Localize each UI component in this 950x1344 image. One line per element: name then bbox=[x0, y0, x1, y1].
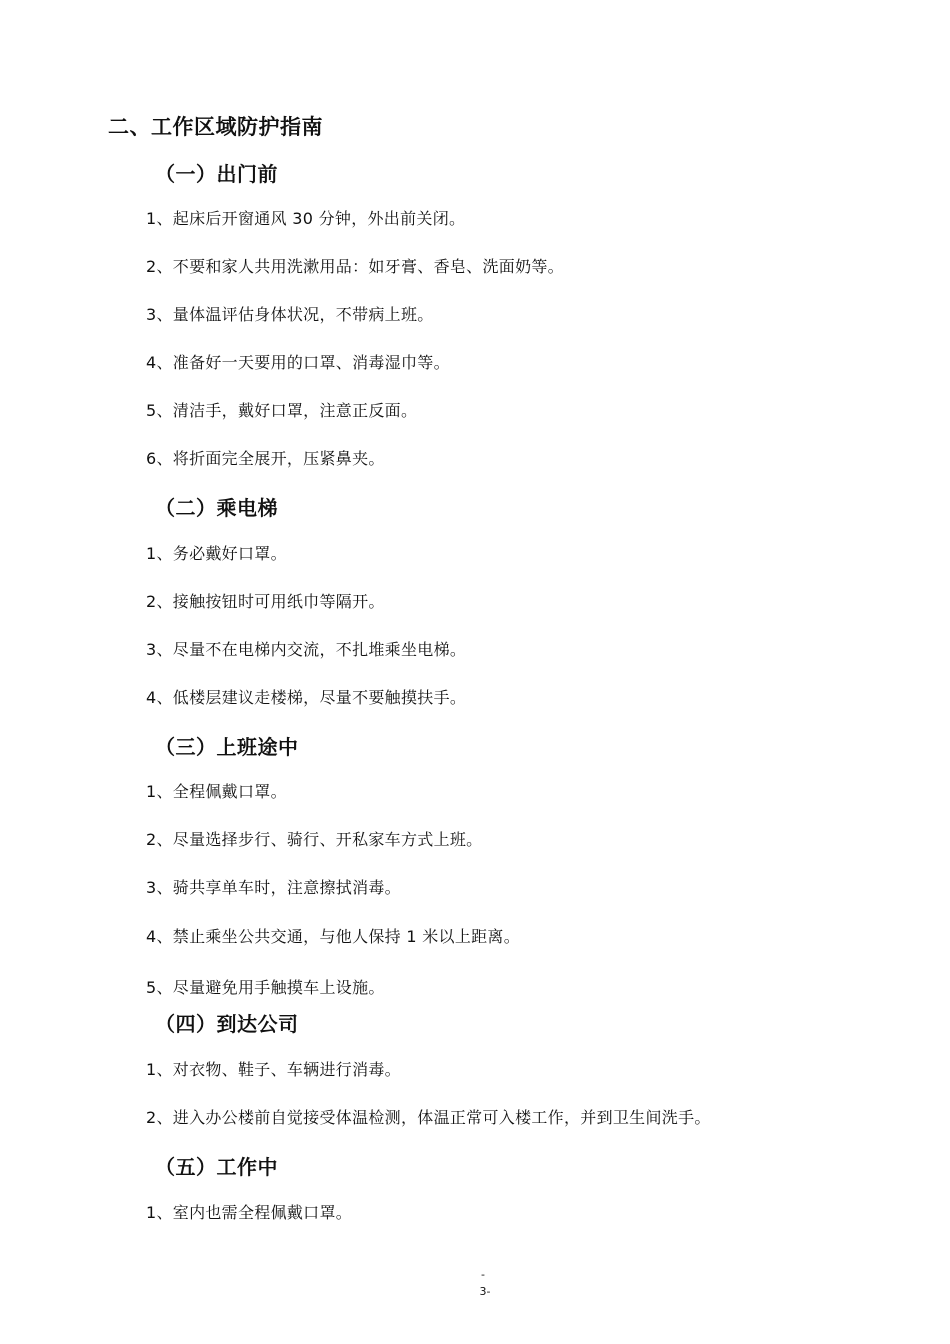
list-item: 2、进入办公楼前自觉接受体温检测，体温正常可入楼工作，并到卫生间洗手。 bbox=[146, 1108, 711, 1127]
list-item: 5、清洁手，戴好口罩，注意正反面。 bbox=[146, 401, 418, 420]
list-item: 1、对衣物、鞋子、车辆进行消毒。 bbox=[146, 1060, 401, 1079]
footer-dash: - bbox=[481, 1268, 485, 1281]
list-item: 2、不要和家人共用洗漱用品：如牙膏、香皂、洗面奶等。 bbox=[146, 257, 564, 276]
list-item: 5、尽量避免用手触摸车上设施。 bbox=[146, 978, 385, 997]
list-item: 6、将折面完全展开，压紧鼻夹。 bbox=[146, 449, 385, 468]
list-item: 3、骑共享单车时，注意擦拭消毒。 bbox=[146, 878, 401, 897]
list-item: 3、尽量不在电梯内交流，不扎堆乘坐电梯。 bbox=[146, 640, 467, 659]
list-item: 1、全程佩戴口罩。 bbox=[146, 782, 287, 801]
section-heading-commute: （三）上班途中 bbox=[155, 735, 299, 759]
section-heading-at-work: （五）工作中 bbox=[155, 1155, 278, 1179]
list-item: 3、量体温评估身体状况，不带病上班。 bbox=[146, 305, 434, 324]
section-heading-elevator: （二）乘电梯 bbox=[155, 496, 278, 520]
list-item: 2、接触按钮时可用纸巾等隔开。 bbox=[146, 592, 385, 611]
section-heading-arrival: （四）到达公司 bbox=[155, 1012, 299, 1036]
page-title: 二、工作区域防护指南 bbox=[108, 115, 323, 139]
list-item: 1、室内也需全程佩戴口罩。 bbox=[146, 1203, 353, 1222]
list-item: 4、低楼层建议走楼梯，尽量不要触摸扶手。 bbox=[146, 688, 467, 707]
list-item: 4、准备好一天要用的口罩、消毒湿巾等。 bbox=[146, 353, 450, 372]
page-number: 3- bbox=[479, 1285, 491, 1298]
list-item: 1、起床后开窗通风 30 分钟，外出前关闭。 bbox=[146, 209, 466, 228]
list-item: 2、尽量选择步行、骑行、开私家车方式上班。 bbox=[146, 830, 483, 849]
section-heading-leave-home: （一）出门前 bbox=[155, 162, 278, 186]
list-item: 4、禁止乘坐公共交通，与他人保持 1 米以上距离。 bbox=[146, 927, 521, 946]
list-item: 1、务必戴好口罩。 bbox=[146, 544, 287, 563]
